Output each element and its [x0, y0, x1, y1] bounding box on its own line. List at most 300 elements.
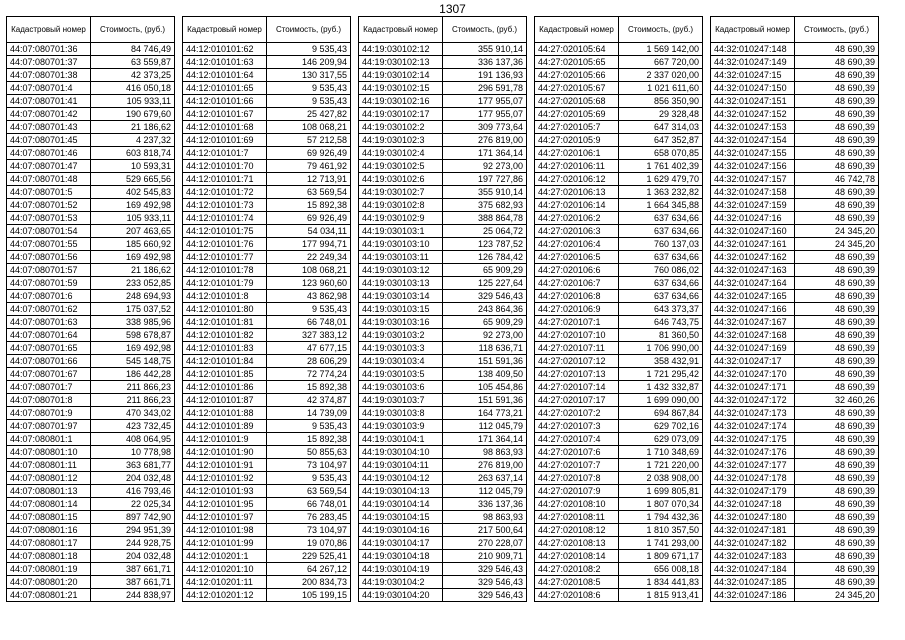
cost-value: 243 864,36 [443, 303, 527, 316]
cadastral-number: 44:12:010201:12 [183, 589, 267, 602]
table-row [183, 550, 351, 563]
table-row [183, 329, 351, 342]
cost-value: 327 383,12 [267, 329, 351, 342]
table-row [711, 69, 879, 82]
cadastral-number: 44:07:080801:10 [7, 446, 91, 459]
cadastral-number: 44:27:020107:17 [535, 394, 619, 407]
cadastral-number: 44:07:080701:65 [7, 342, 91, 355]
cost-value: 48 690,39 [795, 355, 879, 368]
cadastral-number: 44:32:010247:174 [711, 420, 795, 433]
cost-value: 598 678,87 [91, 329, 175, 342]
cadastral-number: 44:32:010247:167 [711, 316, 795, 329]
cadastral-number: 44:19:030104:14 [359, 498, 443, 511]
table-row [7, 524, 175, 537]
cost-value: 146 209,94 [267, 56, 351, 69]
table-row [7, 69, 175, 82]
cost-value: 19 070,86 [267, 537, 351, 550]
cadastral-number: 44:07:080701:41 [7, 95, 91, 108]
cadastral-number: 44:07:080701:52 [7, 199, 91, 212]
table-row [711, 251, 879, 264]
table-row [535, 394, 703, 407]
cadastral-number: 44:19:030103:4 [359, 355, 443, 368]
cost-value: 897 742,90 [91, 511, 175, 524]
cost-value: 1 569 142,00 [619, 43, 703, 56]
cost-value: 57 212,58 [267, 134, 351, 147]
cadastral-number: 44:07:080701:5 [7, 186, 91, 199]
table-row [535, 316, 703, 329]
cadastral-number: 44:12:010101:67 [183, 108, 267, 121]
cadastral-number: 44:07:080701:97 [7, 420, 91, 433]
cost-value: 63 569,54 [267, 186, 351, 199]
cost-value: 92 273,00 [443, 329, 527, 342]
table-row [711, 303, 879, 316]
cadastral-number: 44:07:080701:54 [7, 225, 91, 238]
table-row [359, 56, 527, 69]
cadastral-number: 44:07:080801:1 [7, 433, 91, 446]
cost-value: 10 593,31 [91, 160, 175, 173]
cadastral-number: 44:27:020105:64 [535, 43, 619, 56]
table-row [183, 225, 351, 238]
table-row [183, 342, 351, 355]
table-row [535, 329, 703, 342]
cadastral-number: 44:07:080701:4 [7, 82, 91, 95]
cadastral-number: 44:19:030103:16 [359, 316, 443, 329]
table-row [711, 108, 879, 121]
table-row [7, 576, 175, 589]
cadastral-number: 44:19:030104:10 [359, 446, 443, 459]
table-row [535, 251, 703, 264]
cost-value: 204 032,48 [91, 472, 175, 485]
cost-value: 28 606,29 [267, 355, 351, 368]
table-row [7, 134, 175, 147]
table-row [535, 173, 703, 186]
cost-value: 48 690,39 [795, 290, 879, 303]
cost-value: 423 732,45 [91, 420, 175, 433]
cost-value: 186 442,28 [91, 368, 175, 381]
cadastral-number: 44:27:020107:3 [535, 420, 619, 433]
table-row [535, 303, 703, 316]
table-row [535, 277, 703, 290]
cost-value: 233 052,85 [91, 277, 175, 290]
cost-value: 171 364,14 [443, 433, 527, 446]
table-row [183, 485, 351, 498]
cadastral-number: 44:12:010101:68 [183, 121, 267, 134]
cadastral-number: 44:32:010247:155 [711, 147, 795, 160]
table-row [359, 485, 527, 498]
cost-value: 1 021 611,60 [619, 82, 703, 95]
cost-value: 48 690,39 [795, 134, 879, 147]
cost-value: 629 073,09 [619, 433, 703, 446]
cadastral-number: 44:07:080701:43 [7, 121, 91, 134]
cadastral-number: 44:32:010247:160 [711, 225, 795, 238]
cost-value: 1 432 332,87 [619, 381, 703, 394]
page-number: 1307 [439, 2, 466, 16]
table-row [7, 173, 175, 186]
cadastral-number: 44:32:010247:184 [711, 563, 795, 576]
table-row [535, 459, 703, 472]
cadastral-number: 44:27:020108:12 [535, 524, 619, 537]
cost-value: 98 863,93 [443, 446, 527, 459]
cadastral-number: 44:19:030104:11 [359, 459, 443, 472]
header-cost: Стоимость, (руб.) [267, 17, 351, 43]
cadastral-number: 44:07:080801:19 [7, 563, 91, 576]
table-row [711, 329, 879, 342]
cost-value: 656 008,18 [619, 563, 703, 576]
cost-value: 73 104,97 [267, 459, 351, 472]
cost-value: 105 454,86 [443, 381, 527, 394]
cost-value: 637 634,66 [619, 212, 703, 225]
table-row [711, 264, 879, 277]
cost-value: 81 360,50 [619, 329, 703, 342]
cadastral-number: 44:12:010101:74 [183, 212, 267, 225]
cost-value: 1 699 805,81 [619, 485, 703, 498]
cost-value: 329 546,43 [443, 290, 527, 303]
table-row [535, 264, 703, 277]
table-row [183, 264, 351, 277]
table-row [535, 43, 703, 56]
cadastral-number: 44:12:010101:87 [183, 394, 267, 407]
table-row [711, 563, 879, 576]
cadastral-number: 44:07:080801:17 [7, 537, 91, 550]
table-row [711, 589, 879, 602]
cadastral-number: 44:07:080701:53 [7, 212, 91, 225]
cost-value: 1 809 671,17 [619, 550, 703, 563]
header-cost: Стоимость, (руб.) [91, 17, 175, 43]
cadastral-number: 44:27:020107:4 [535, 433, 619, 446]
table-row [535, 121, 703, 134]
table-column-1 [6, 16, 175, 602]
table-column-4 [534, 16, 703, 602]
table-row [359, 43, 527, 56]
cadastral-number: 44:07:080701:9 [7, 407, 91, 420]
cost-value: 217 500,64 [443, 524, 527, 537]
cost-value: 42 373,25 [91, 69, 175, 82]
table-row [183, 537, 351, 550]
cost-value: 9 535,43 [267, 95, 351, 108]
cadastral-number: 44:12:010101:70 [183, 160, 267, 173]
cadastral-number: 44:27:020106:6 [535, 264, 619, 277]
table-row [535, 82, 703, 95]
cadastral-table [534, 16, 703, 602]
table-row [7, 43, 175, 56]
cost-value: 210 909,71 [443, 550, 527, 563]
table-row [359, 550, 527, 563]
cadastral-number: 44:27:020106:8 [535, 290, 619, 303]
cadastral-number: 44:27:020106:13 [535, 186, 619, 199]
table-row [183, 82, 351, 95]
cost-value: 2 337 020,00 [619, 69, 703, 82]
table-row [7, 160, 175, 173]
table-row [711, 238, 879, 251]
table-row [7, 238, 175, 251]
cadastral-number: 44:12:010101:62 [183, 43, 267, 56]
cadastral-number: 44:12:010101:71 [183, 173, 267, 186]
table-row [711, 212, 879, 225]
cost-value: 1 629 479,70 [619, 173, 703, 186]
cadastral-number: 44:27:020108:13 [535, 537, 619, 550]
cadastral-number: 44:32:010247:17 [711, 355, 795, 368]
cadastral-number: 44:19:030103:6 [359, 381, 443, 394]
table-row [711, 160, 879, 173]
cadastral-number: 44:32:010247:182 [711, 537, 795, 550]
cadastral-number: 44:27:020106:3 [535, 225, 619, 238]
table-row [7, 589, 175, 602]
cost-value: 211 866,23 [91, 394, 175, 407]
cadastral-number: 44:07:080701:8 [7, 394, 91, 407]
table-row [183, 277, 351, 290]
table-row [7, 199, 175, 212]
cadastral-number: 44:12:010101:66 [183, 95, 267, 108]
cost-value: 1 699 090,00 [619, 394, 703, 407]
table-row [711, 316, 879, 329]
cost-value: 294 951,39 [91, 524, 175, 537]
table-row [359, 264, 527, 277]
table-row [359, 121, 527, 134]
table-row [183, 173, 351, 186]
cost-value: 112 045,79 [443, 485, 527, 498]
cost-value: 25 427,82 [267, 108, 351, 121]
cadastral-number: 44:27:020107:11 [535, 342, 619, 355]
cost-value: 130 317,55 [267, 69, 351, 82]
table-row [7, 212, 175, 225]
table-row [535, 95, 703, 108]
table-row [359, 173, 527, 186]
table-row [359, 472, 527, 485]
table-row [183, 381, 351, 394]
table-row [183, 212, 351, 225]
cost-value: 92 273,00 [443, 160, 527, 173]
table-row [535, 355, 703, 368]
table-row [183, 134, 351, 147]
table-row [535, 433, 703, 446]
table-row [7, 394, 175, 407]
cost-value: 48 690,39 [795, 277, 879, 290]
table-row [359, 186, 527, 199]
cadastral-number: 44:32:010247:181 [711, 524, 795, 537]
cadastral-number: 44:19:030103:2 [359, 329, 443, 342]
cost-value: 123 960,60 [267, 277, 351, 290]
cadastral-number: 44:12:010101:9 [183, 433, 267, 446]
cadastral-number: 44:27:020107:12 [535, 355, 619, 368]
cadastral-number: 44:12:010101:90 [183, 446, 267, 459]
cost-value: 79 461,92 [267, 160, 351, 173]
cadastral-number: 44:27:020105:67 [535, 82, 619, 95]
cost-value: 416 050,18 [91, 82, 175, 95]
table-row [711, 186, 879, 199]
cost-value: 363 681,77 [91, 459, 175, 472]
table-row [7, 225, 175, 238]
cadastral-number: 44:32:010247:169 [711, 342, 795, 355]
table-row [711, 524, 879, 537]
cadastral-number: 44:27:020107:2 [535, 407, 619, 420]
cadastral-number: 44:12:010101:8 [183, 290, 267, 303]
cost-value: 48 690,39 [795, 511, 879, 524]
cost-value: 48 690,39 [795, 576, 879, 589]
cost-value: 185 660,92 [91, 238, 175, 251]
table-row [359, 420, 527, 433]
cost-value: 200 834,73 [267, 576, 351, 589]
cadastral-number: 44:27:020107:9 [535, 485, 619, 498]
table-row [535, 472, 703, 485]
table-row [183, 511, 351, 524]
cadastral-number: 44:19:030104:17 [359, 537, 443, 550]
cadastral-number: 44:27:020106:9 [535, 303, 619, 316]
cadastral-number: 44:19:030103:13 [359, 277, 443, 290]
cost-value: 125 227,64 [443, 277, 527, 290]
cadastral-number: 44:07:080701:38 [7, 69, 91, 82]
cost-value: 387 661,71 [91, 563, 175, 576]
cost-value: 65 909,29 [443, 316, 527, 329]
cadastral-number: 44:07:080801:13 [7, 485, 91, 498]
cadastral-number: 44:12:010101:89 [183, 420, 267, 433]
table-row [183, 303, 351, 316]
table-row [711, 394, 879, 407]
cadastral-number: 44:19:030104:2 [359, 576, 443, 589]
table-row [7, 563, 175, 576]
table-row [183, 69, 351, 82]
table-row [535, 238, 703, 251]
table-row [7, 511, 175, 524]
table-row [7, 82, 175, 95]
cadastral-number: 44:32:010247:164 [711, 277, 795, 290]
cost-value: 64 267,12 [267, 563, 351, 576]
cadastral-number: 44:27:020105:69 [535, 108, 619, 121]
cadastral-number: 44:27:020108:10 [535, 498, 619, 511]
cadastral-number: 44:27:020106:5 [535, 251, 619, 264]
cadastral-number: 44:12:010101:95 [183, 498, 267, 511]
cadastral-number: 44:12:010101:84 [183, 355, 267, 368]
cost-value: 112 045,79 [443, 420, 527, 433]
cadastral-number: 44:19:030104:1 [359, 433, 443, 446]
cost-value: 48 690,39 [795, 524, 879, 537]
table-row [711, 225, 879, 238]
cost-value: 10 778,98 [91, 446, 175, 459]
table-row [7, 56, 175, 69]
table-row [183, 43, 351, 56]
cost-value: 48 690,39 [795, 485, 879, 498]
header-cost: Стоимость, (руб.) [443, 17, 527, 43]
cost-value: 48 690,39 [795, 420, 879, 433]
cost-value: 76 283,45 [267, 511, 351, 524]
table-row [359, 108, 527, 121]
cost-value: 637 634,66 [619, 251, 703, 264]
cost-value: 48 690,39 [795, 368, 879, 381]
cost-value: 1 834 441,83 [619, 576, 703, 589]
cost-value: 66 748,01 [267, 316, 351, 329]
table-row [183, 199, 351, 212]
cadastral-number: 44:27:020108:11 [535, 511, 619, 524]
table-row [359, 277, 527, 290]
table-row [711, 290, 879, 303]
cost-value: 22 025,34 [91, 498, 175, 511]
table-row [7, 303, 175, 316]
table-row [711, 199, 879, 212]
cadastral-number: 44:27:020105:9 [535, 134, 619, 147]
cadastral-number: 44:27:020106:2 [535, 212, 619, 225]
cadastral-number: 44:32:010247:151 [711, 95, 795, 108]
cost-value: 358 432,91 [619, 355, 703, 368]
cost-value: 63 569,54 [267, 485, 351, 498]
cadastral-number: 44:12:010101:77 [183, 251, 267, 264]
cost-value: 169 492,98 [91, 251, 175, 264]
cadastral-number: 44:32:010247:177 [711, 459, 795, 472]
table-row [7, 251, 175, 264]
cost-value: 388 864,78 [443, 212, 527, 225]
cadastral-number: 44:19:030103:1 [359, 225, 443, 238]
cadastral-number: 44:32:010247:148 [711, 43, 795, 56]
table-row [359, 342, 527, 355]
table-row [359, 303, 527, 316]
cadastral-number: 44:19:030104:16 [359, 524, 443, 537]
cadastral-number: 44:19:030102:6 [359, 173, 443, 186]
cadastral-number: 44:07:080701:45 [7, 134, 91, 147]
cadastral-number: 44:27:020107:6 [535, 446, 619, 459]
cost-value: 1 761 402,39 [619, 160, 703, 173]
cadastral-number: 44:19:030104:19 [359, 563, 443, 576]
cadastral-number: 44:32:010247:16 [711, 212, 795, 225]
cadastral-number: 44:27:020106:11 [535, 160, 619, 173]
cost-value: 177 955,07 [443, 95, 527, 108]
cadastral-number: 44:27:020108:2 [535, 563, 619, 576]
table-row [7, 472, 175, 485]
table-row [359, 147, 527, 160]
table-row [535, 576, 703, 589]
cost-value: 229 525,41 [267, 550, 351, 563]
cost-value: 207 463,65 [91, 225, 175, 238]
table-row [7, 485, 175, 498]
cost-value: 1 810 357,50 [619, 524, 703, 537]
cost-value: 22 249,34 [267, 251, 351, 264]
table-row [359, 381, 527, 394]
table-row [359, 368, 527, 381]
cost-value: 69 926,49 [267, 147, 351, 160]
table-row [183, 316, 351, 329]
table-row [7, 342, 175, 355]
cadastral-number: 44:07:080801:14 [7, 498, 91, 511]
cost-value: 48 690,39 [795, 199, 879, 212]
cadastral-number: 44:32:010247:150 [711, 82, 795, 95]
header-cost: Стоимость, (руб.) [795, 17, 879, 43]
header-cadastral: Кадастровый номер [183, 17, 267, 43]
cadastral-number: 44:07:080701:56 [7, 251, 91, 264]
cost-value: 48 690,39 [795, 407, 879, 420]
cadastral-number: 44:32:010247:159 [711, 199, 795, 212]
cadastral-number: 44:27:020106:1 [535, 147, 619, 160]
table-row [535, 69, 703, 82]
table-row [535, 511, 703, 524]
cost-value: 66 748,01 [267, 498, 351, 511]
table-row [183, 108, 351, 121]
cost-value: 177 994,71 [267, 238, 351, 251]
cost-value: 177 955,07 [443, 108, 527, 121]
cost-value: 12 713,91 [267, 173, 351, 186]
cadastral-number: 44:19:030104:18 [359, 550, 443, 563]
cost-value: 276 819,00 [443, 459, 527, 472]
cadastral-number: 44:27:020106:14 [535, 199, 619, 212]
table-row [535, 368, 703, 381]
cost-value: 48 690,39 [795, 563, 879, 576]
table-row [359, 407, 527, 420]
cost-value: 355 910,14 [443, 186, 527, 199]
table-row [359, 212, 527, 225]
cadastral-number: 44:19:030103:3 [359, 342, 443, 355]
cost-value: 138 409,50 [443, 368, 527, 381]
cadastral-number: 44:19:030104:20 [359, 589, 443, 602]
cost-value: 329 546,43 [443, 563, 527, 576]
cost-value: 204 032,48 [91, 550, 175, 563]
table-row [359, 95, 527, 108]
cadastral-number: 44:12:010101:64 [183, 69, 267, 82]
